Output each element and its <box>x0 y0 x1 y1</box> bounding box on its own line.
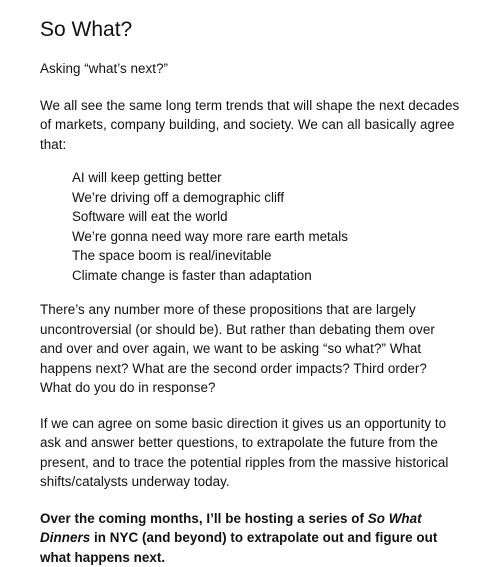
announcement-text-start: Over the coming months, I’ll be hosting a series of <box>40 511 368 526</box>
direction-paragraph: If we can agree on some basic direction it gives us an opportunity to ask and answer better questions, to extrapolate the future from the present, and to trace the potential ripples from the massive historical shifts/catalysts underway today. <box>40 414 460 492</box>
dinners-name: So What Dinners <box>40 511 422 546</box>
trend-item: AI will keep getting better <box>72 168 460 188</box>
dinners-announcement <box>40 509 460 567</box>
subtitle: Asking “what’s next?” <box>40 59 460 79</box>
announcement-text-end: in NYC (and beyond) to extrapolate out and figure out what happens next. <box>40 530 437 565</box>
trend-item: Climate change is faster than adaptation <box>72 266 460 286</box>
trend-item: We’re driving off a demographic cliff <box>72 188 460 208</box>
trends-list <box>40 168 460 285</box>
intro-paragraph: We all see the same long term trends that will shape the next decades of markets, company building, and society. We can all basically agree that: <box>40 96 460 155</box>
page-title: So What? <box>40 17 460 43</box>
trend-item: Software will eat the world <box>72 207 460 227</box>
trend-item: We’re gonna need way more rare earth metals <box>72 227 460 247</box>
so-what-paragraph: There’s any number more of these propositions that are largely uncontroversial (or should be). But rather than debating them over and over and over again, we want to be asking “so what?” What happens next? What are the second order impacts? Third order? What do you do in response? <box>40 300 460 398</box>
trend-item: The space boom is real/inevitable <box>72 246 460 266</box>
